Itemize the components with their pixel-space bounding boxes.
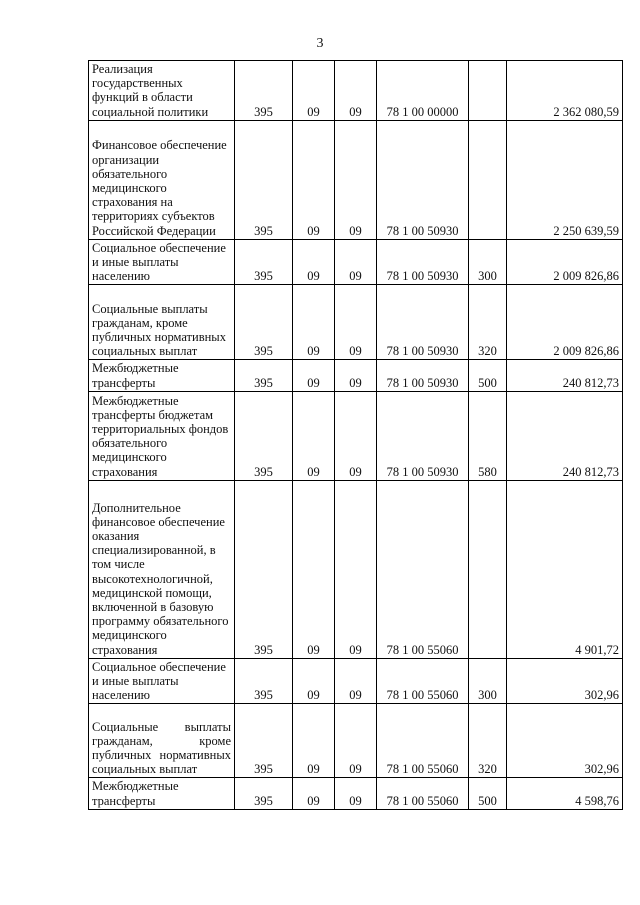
subsection-code-cell: 09 xyxy=(335,480,377,658)
section-code-cell: 09 xyxy=(293,391,335,480)
amount-cell: 2 009 826,86 xyxy=(507,285,623,360)
ministry-code-cell: 395 xyxy=(235,391,293,480)
table-row xyxy=(89,704,623,778)
expense-type-cell: 580 xyxy=(469,391,507,480)
page-number: 3 xyxy=(316,36,324,51)
expense-type-cell xyxy=(469,480,507,658)
row-name-cell: Дополнительное финансовое обеспечение оказания специализированной, в том числе высокотехнологичной, медицинской помощи, включенной в базовую программу обязательного медицинского страхования xyxy=(89,480,235,658)
table-row xyxy=(89,391,623,480)
ministry-code-cell: 395 xyxy=(235,360,293,391)
expense-type-cell: 320 xyxy=(469,704,507,778)
target-code-cell: 78 1 00 50930 xyxy=(377,360,469,391)
target-code-cell: 78 1 00 50930 xyxy=(377,285,469,360)
subsection-code-cell: 09 xyxy=(335,778,377,809)
row-name-cell: Социальные выплаты гражданам, кроме публичных нормативных социальных выплат xyxy=(89,285,235,360)
target-code-cell: 78 1 00 55060 xyxy=(377,778,469,809)
section-code-cell: 09 xyxy=(293,480,335,658)
expense-type-cell: 500 xyxy=(469,778,507,809)
subsection-code-cell: 09 xyxy=(335,704,377,778)
amount-cell: 2 009 826,86 xyxy=(507,239,623,285)
expense-type-cell: 300 xyxy=(469,658,507,704)
amount-cell: 240 812,73 xyxy=(507,391,623,480)
target-code-cell: 78 1 00 50930 xyxy=(377,120,469,239)
budget-table xyxy=(88,60,623,810)
target-code-cell: 78 1 00 55060 xyxy=(377,704,469,778)
section-code-cell: 09 xyxy=(293,285,335,360)
target-code-cell: 78 1 00 00000 xyxy=(377,61,469,121)
subsection-code-cell: 09 xyxy=(335,120,377,239)
subsection-code-cell: 09 xyxy=(335,239,377,285)
table-row xyxy=(89,61,623,121)
subsection-code-cell: 09 xyxy=(335,61,377,121)
section-code-cell: 09 xyxy=(293,120,335,239)
ministry-code-cell: 395 xyxy=(235,285,293,360)
row-name-cell: Межбюджетные трансферты xyxy=(89,778,235,809)
ministry-code-cell: 395 xyxy=(235,778,293,809)
section-code-cell: 09 xyxy=(293,704,335,778)
ministry-code-cell: 395 xyxy=(235,704,293,778)
target-code-cell: 78 1 00 55060 xyxy=(377,658,469,704)
section-code-cell: 09 xyxy=(293,239,335,285)
amount-cell: 4 901,72 xyxy=(507,480,623,658)
expense-type-cell: 300 xyxy=(469,239,507,285)
amount-cell: 2 362 080,59 xyxy=(507,61,623,121)
section-code-cell: 09 xyxy=(293,61,335,121)
subsection-code-cell: 09 xyxy=(335,658,377,704)
amount-cell: 302,96 xyxy=(507,704,623,778)
table-row xyxy=(89,658,623,704)
table-row xyxy=(89,239,623,285)
subsection-code-cell: 09 xyxy=(335,360,377,391)
target-code-cell: 78 1 00 50930 xyxy=(377,239,469,285)
expense-type-cell: 320 xyxy=(469,285,507,360)
table-row xyxy=(89,778,623,809)
subsection-code-cell: 09 xyxy=(335,285,377,360)
row-name-cell: Межбюджетные трансферты xyxy=(89,360,235,391)
expense-type-cell: 500 xyxy=(469,360,507,391)
row-name-cell: Социальное обеспечение и иные выплаты населению xyxy=(89,239,235,285)
expense-type-cell xyxy=(469,61,507,121)
table-row xyxy=(89,360,623,391)
expense-type-cell xyxy=(469,120,507,239)
row-name-cell: Социальные выплаты гражданам, кроме публичных нормативных социальных выплат xyxy=(89,704,235,778)
ministry-code-cell: 395 xyxy=(235,658,293,704)
ministry-code-cell: 395 xyxy=(235,120,293,239)
section-code-cell: 09 xyxy=(293,360,335,391)
amount-cell: 4 598,76 xyxy=(507,778,623,809)
row-name-cell: Реализация государственных функций в области социальной политики xyxy=(89,61,235,121)
ministry-code-cell: 395 xyxy=(235,61,293,121)
table-row xyxy=(89,480,623,658)
table-row xyxy=(89,120,623,239)
section-code-cell: 09 xyxy=(293,778,335,809)
row-name-cell: Межбюджетные трансферты бюджетам территориальных фондов обязательного медицинского страхования xyxy=(89,391,235,480)
table-row xyxy=(89,285,623,360)
target-code-cell: 78 1 00 55060 xyxy=(377,480,469,658)
target-code-cell: 78 1 00 50930 xyxy=(377,391,469,480)
section-code-cell: 09 xyxy=(293,658,335,704)
amount-cell: 2 250 639,59 xyxy=(507,120,623,239)
row-name-cell: Финансовое обеспечение организации обязательного медицинского страхования на территориях субъектов Российской Федерации xyxy=(89,120,235,239)
subsection-code-cell: 09 xyxy=(335,391,377,480)
ministry-code-cell: 395 xyxy=(235,239,293,285)
amount-cell: 302,96 xyxy=(507,658,623,704)
amount-cell: 240 812,73 xyxy=(507,360,623,391)
row-name-cell: Социальное обеспечение и иные выплаты населению xyxy=(89,658,235,704)
ministry-code-cell: 395 xyxy=(235,480,293,658)
